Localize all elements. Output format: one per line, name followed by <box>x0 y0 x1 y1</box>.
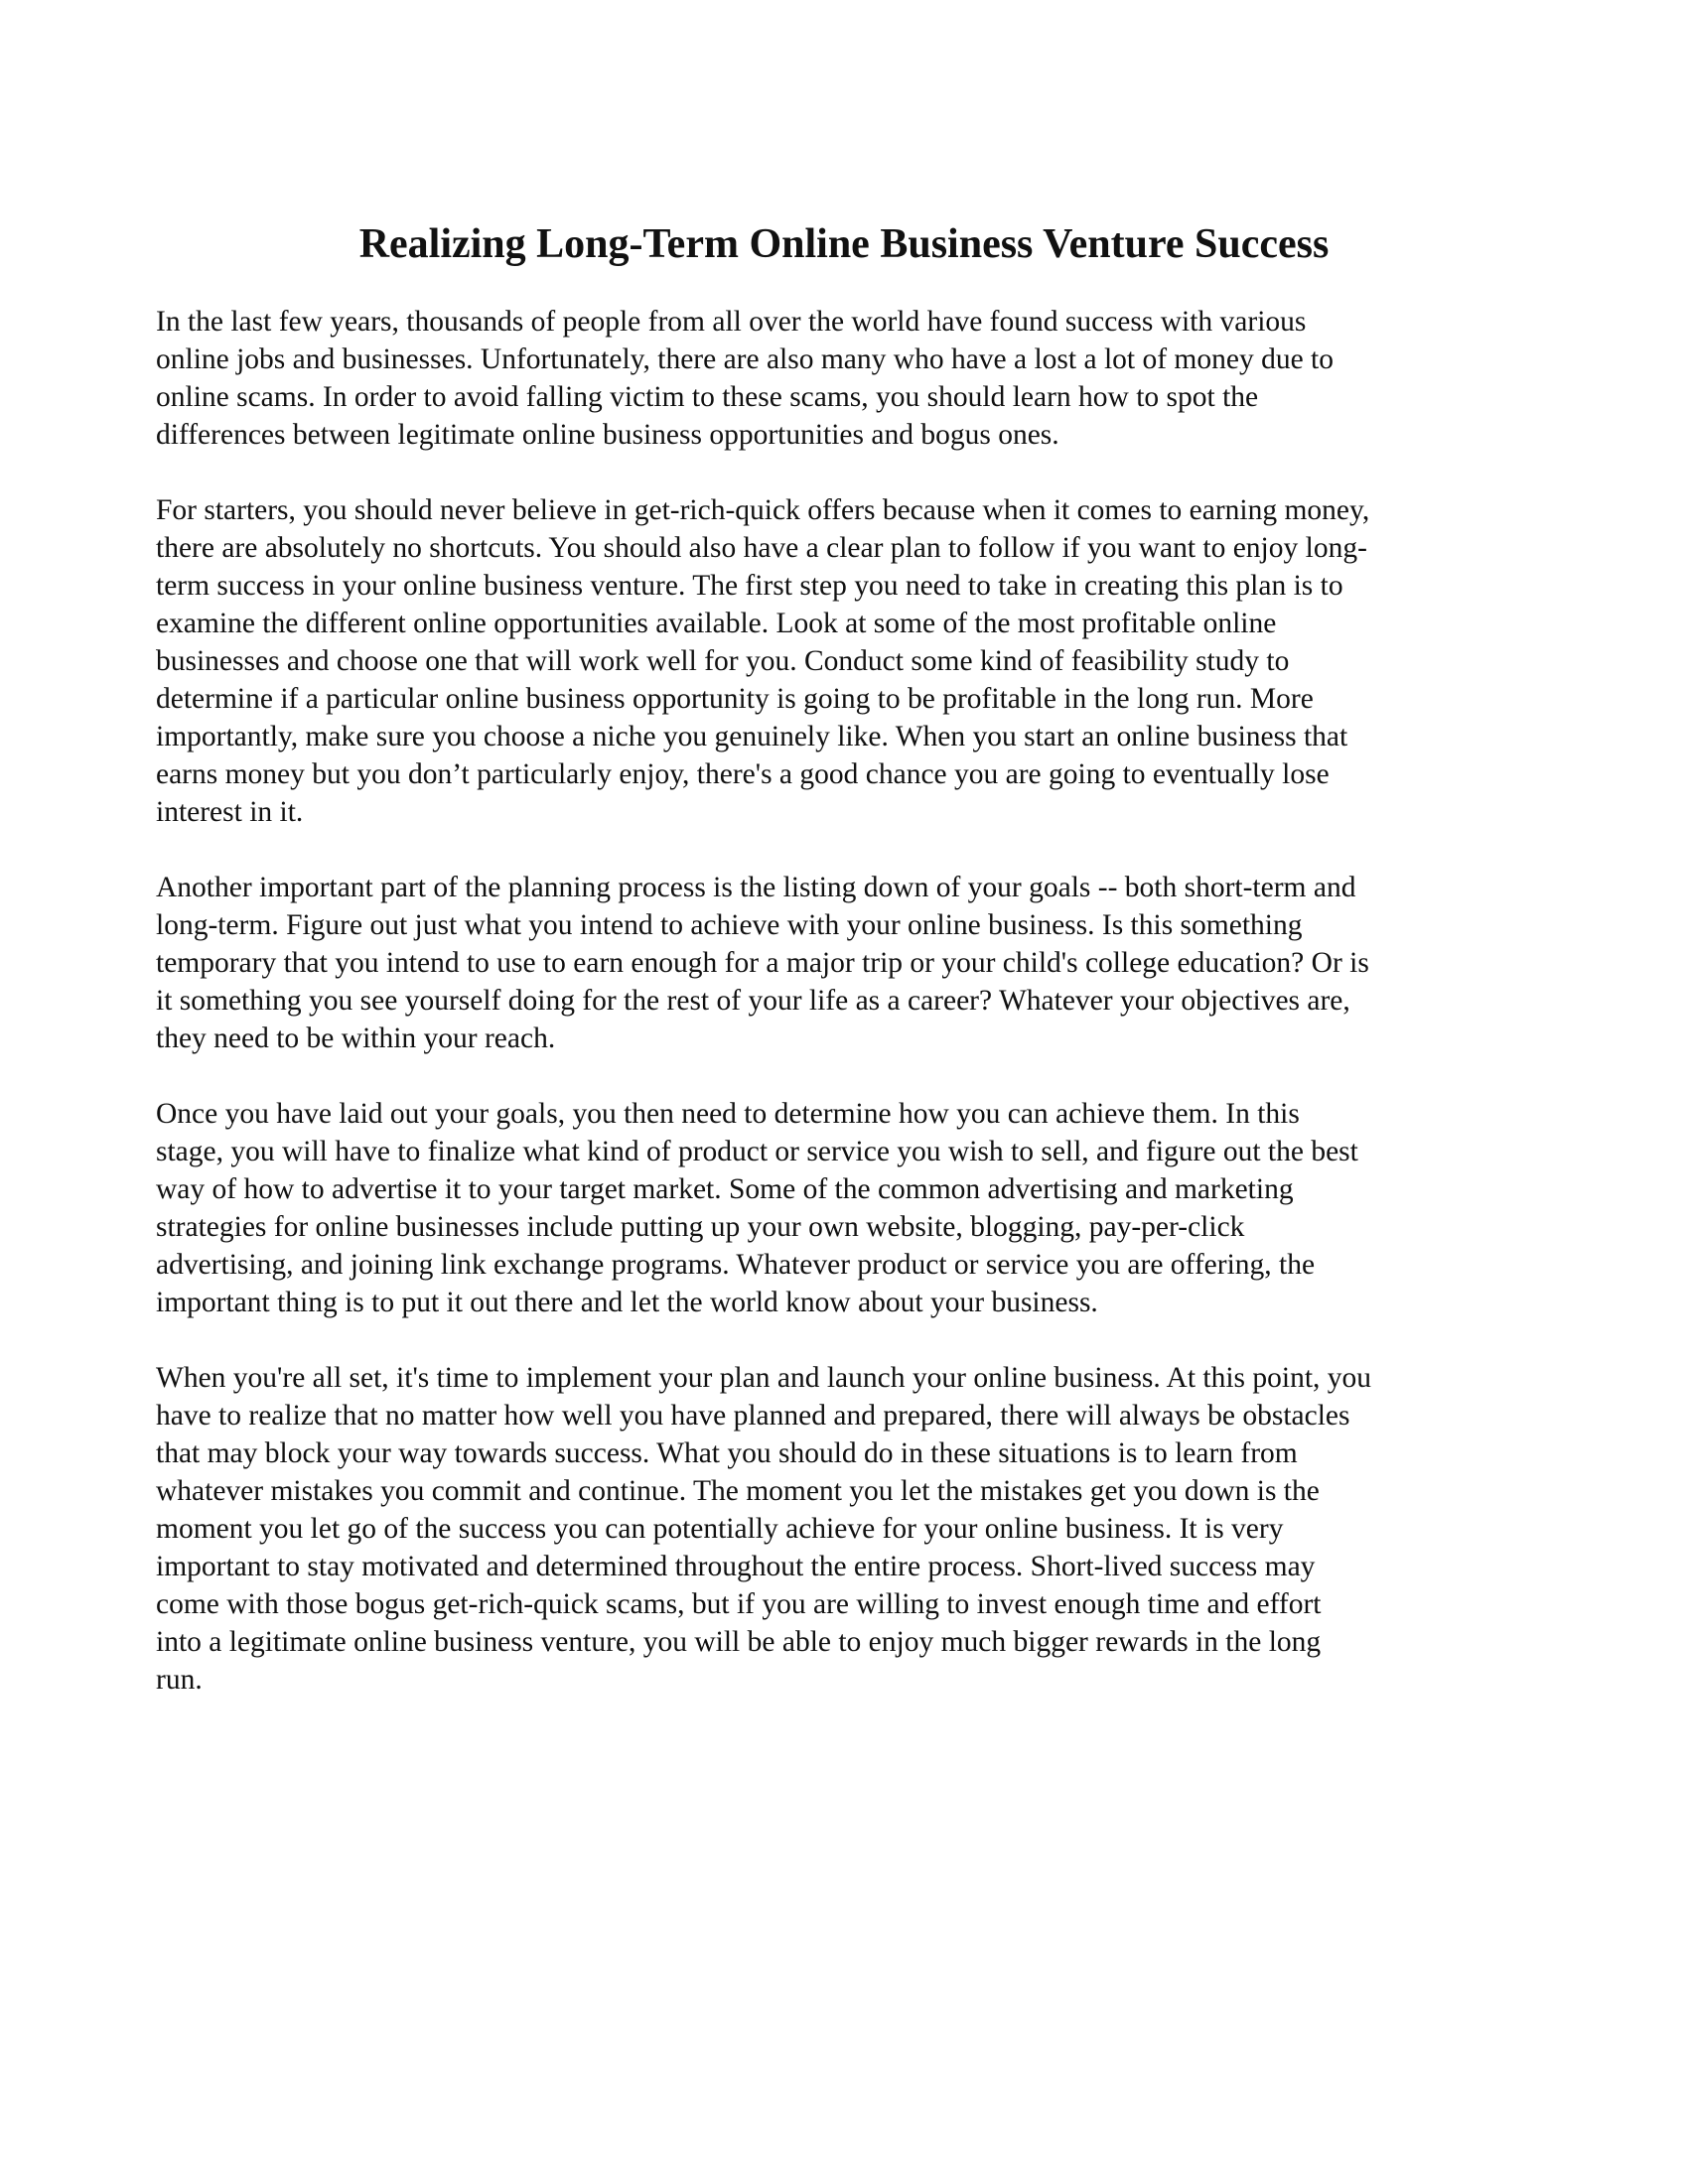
paragraph-line: Once you have laid out your goals, you then need to determine how you can achieve them. In this <box>156 1098 1300 1130</box>
paragraph-line: way of how to advertise it to your target market. Some of the common advertising and marketing <box>156 1173 1294 1205</box>
paragraph-line: strategies for online businesses include putting up your own website, blogging, pay-per-click <box>156 1211 1245 1243</box>
paragraph-line: temporary that you intend to use to earn enough for a major trip or your child's college education? Or is <box>156 947 1369 979</box>
paragraph-5 <box>156 1359 1532 1699</box>
paragraph-line: whatever mistakes you commit and continue. The moment you let the mistakes get you down is the <box>156 1475 1320 1507</box>
paragraph-line: long-term. Figure out just what you intend to achieve with your online business. Is this something <box>156 909 1303 941</box>
paragraph-line: determine if a particular online business opportunity is going to be profitable in the long run. More <box>156 683 1314 715</box>
paragraph-line: online jobs and businesses. Unfortunately, there are also many who have a lost a lot of money due to <box>156 343 1334 375</box>
document-body <box>156 303 1532 1736</box>
paragraph-line: importantly, make sure you choose a niche you genuinely like. When you start an online business that <box>156 721 1348 752</box>
paragraph-1 <box>156 303 1532 454</box>
paragraph-line: term success in your online business venture. The first step you need to take in creating this plan is to <box>156 570 1343 602</box>
paragraph-line: interest in it. <box>156 796 304 828</box>
paragraph-3 <box>156 869 1532 1057</box>
paragraph-line: When you're all set, it's time to implement your plan and launch your online business. At this point, you <box>156 1362 1372 1394</box>
paragraph-line: businesses and choose one that will work well for you. Conduct some kind of feasibility study to <box>156 645 1290 677</box>
paragraph-line: run. <box>156 1664 203 1696</box>
paragraph-line: advertising, and joining link exchange programs. Whatever product or service you are offering, the <box>156 1249 1316 1281</box>
paragraph-line: important thing is to put it out there and let the world know about your business. <box>156 1287 1098 1318</box>
paragraph-line: For starters, you should never believe in get-rich-quick offers because when it comes to earning money, <box>156 494 1370 526</box>
paragraph-line: into a legitimate online business venture, you will be able to enjoy much bigger rewards in the long <box>156 1626 1322 1658</box>
paragraph-line: moment you let go of the success you can potentially achieve for your online business. It is very <box>156 1513 1284 1545</box>
paragraph-line: online scams. In order to avoid falling victim to these scams, you should learn how to spot the <box>156 381 1259 413</box>
paragraph-line: they need to be within your reach. <box>156 1023 556 1054</box>
paragraph-line: have to realize that no matter how well you have planned and prepared, there will always be obstacles <box>156 1400 1350 1432</box>
document-title: Realizing Long-Term Online Business Venture Success <box>358 221 1330 267</box>
paragraph-line: it something you see yourself doing for the rest of your life as a career? Whatever your objectives are, <box>156 985 1350 1017</box>
paragraph-line: stage, you will have to finalize what kind of product or service you wish to sell, and figure out the best <box>156 1136 1358 1167</box>
paragraph-line: Another important part of the planning process is the listing down of your goals -- both short-term and <box>156 872 1356 903</box>
paragraph-line: In the last few years, thousands of people from all over the world have found success with various <box>156 306 1307 338</box>
paragraph-line: there are absolutely no shortcuts. You should also have a clear plan to follow if you want to enjoy long- <box>156 532 1367 564</box>
paragraph-line: come with those bogus get-rich-quick scams, but if you are willing to invest enough time and effort <box>156 1588 1322 1620</box>
paragraph-line: earns money but you don’t particularly enjoy, there's a good chance you are going to eventually lose <box>156 758 1330 790</box>
paragraph-line: important to stay motivated and determined throughout the entire process. Short-lived success may <box>156 1551 1316 1582</box>
paragraph-2 <box>156 491 1532 831</box>
paragraph-line: differences between legitimate online business opportunities and bogus ones. <box>156 419 1059 451</box>
paragraph-line: examine the different online opportunities available. Look at some of the most profitable online <box>156 608 1277 639</box>
paragraph-line: that may block your way towards success. What you should do in these situations is to learn from <box>156 1437 1298 1469</box>
paragraph-4 <box>156 1095 1532 1321</box>
